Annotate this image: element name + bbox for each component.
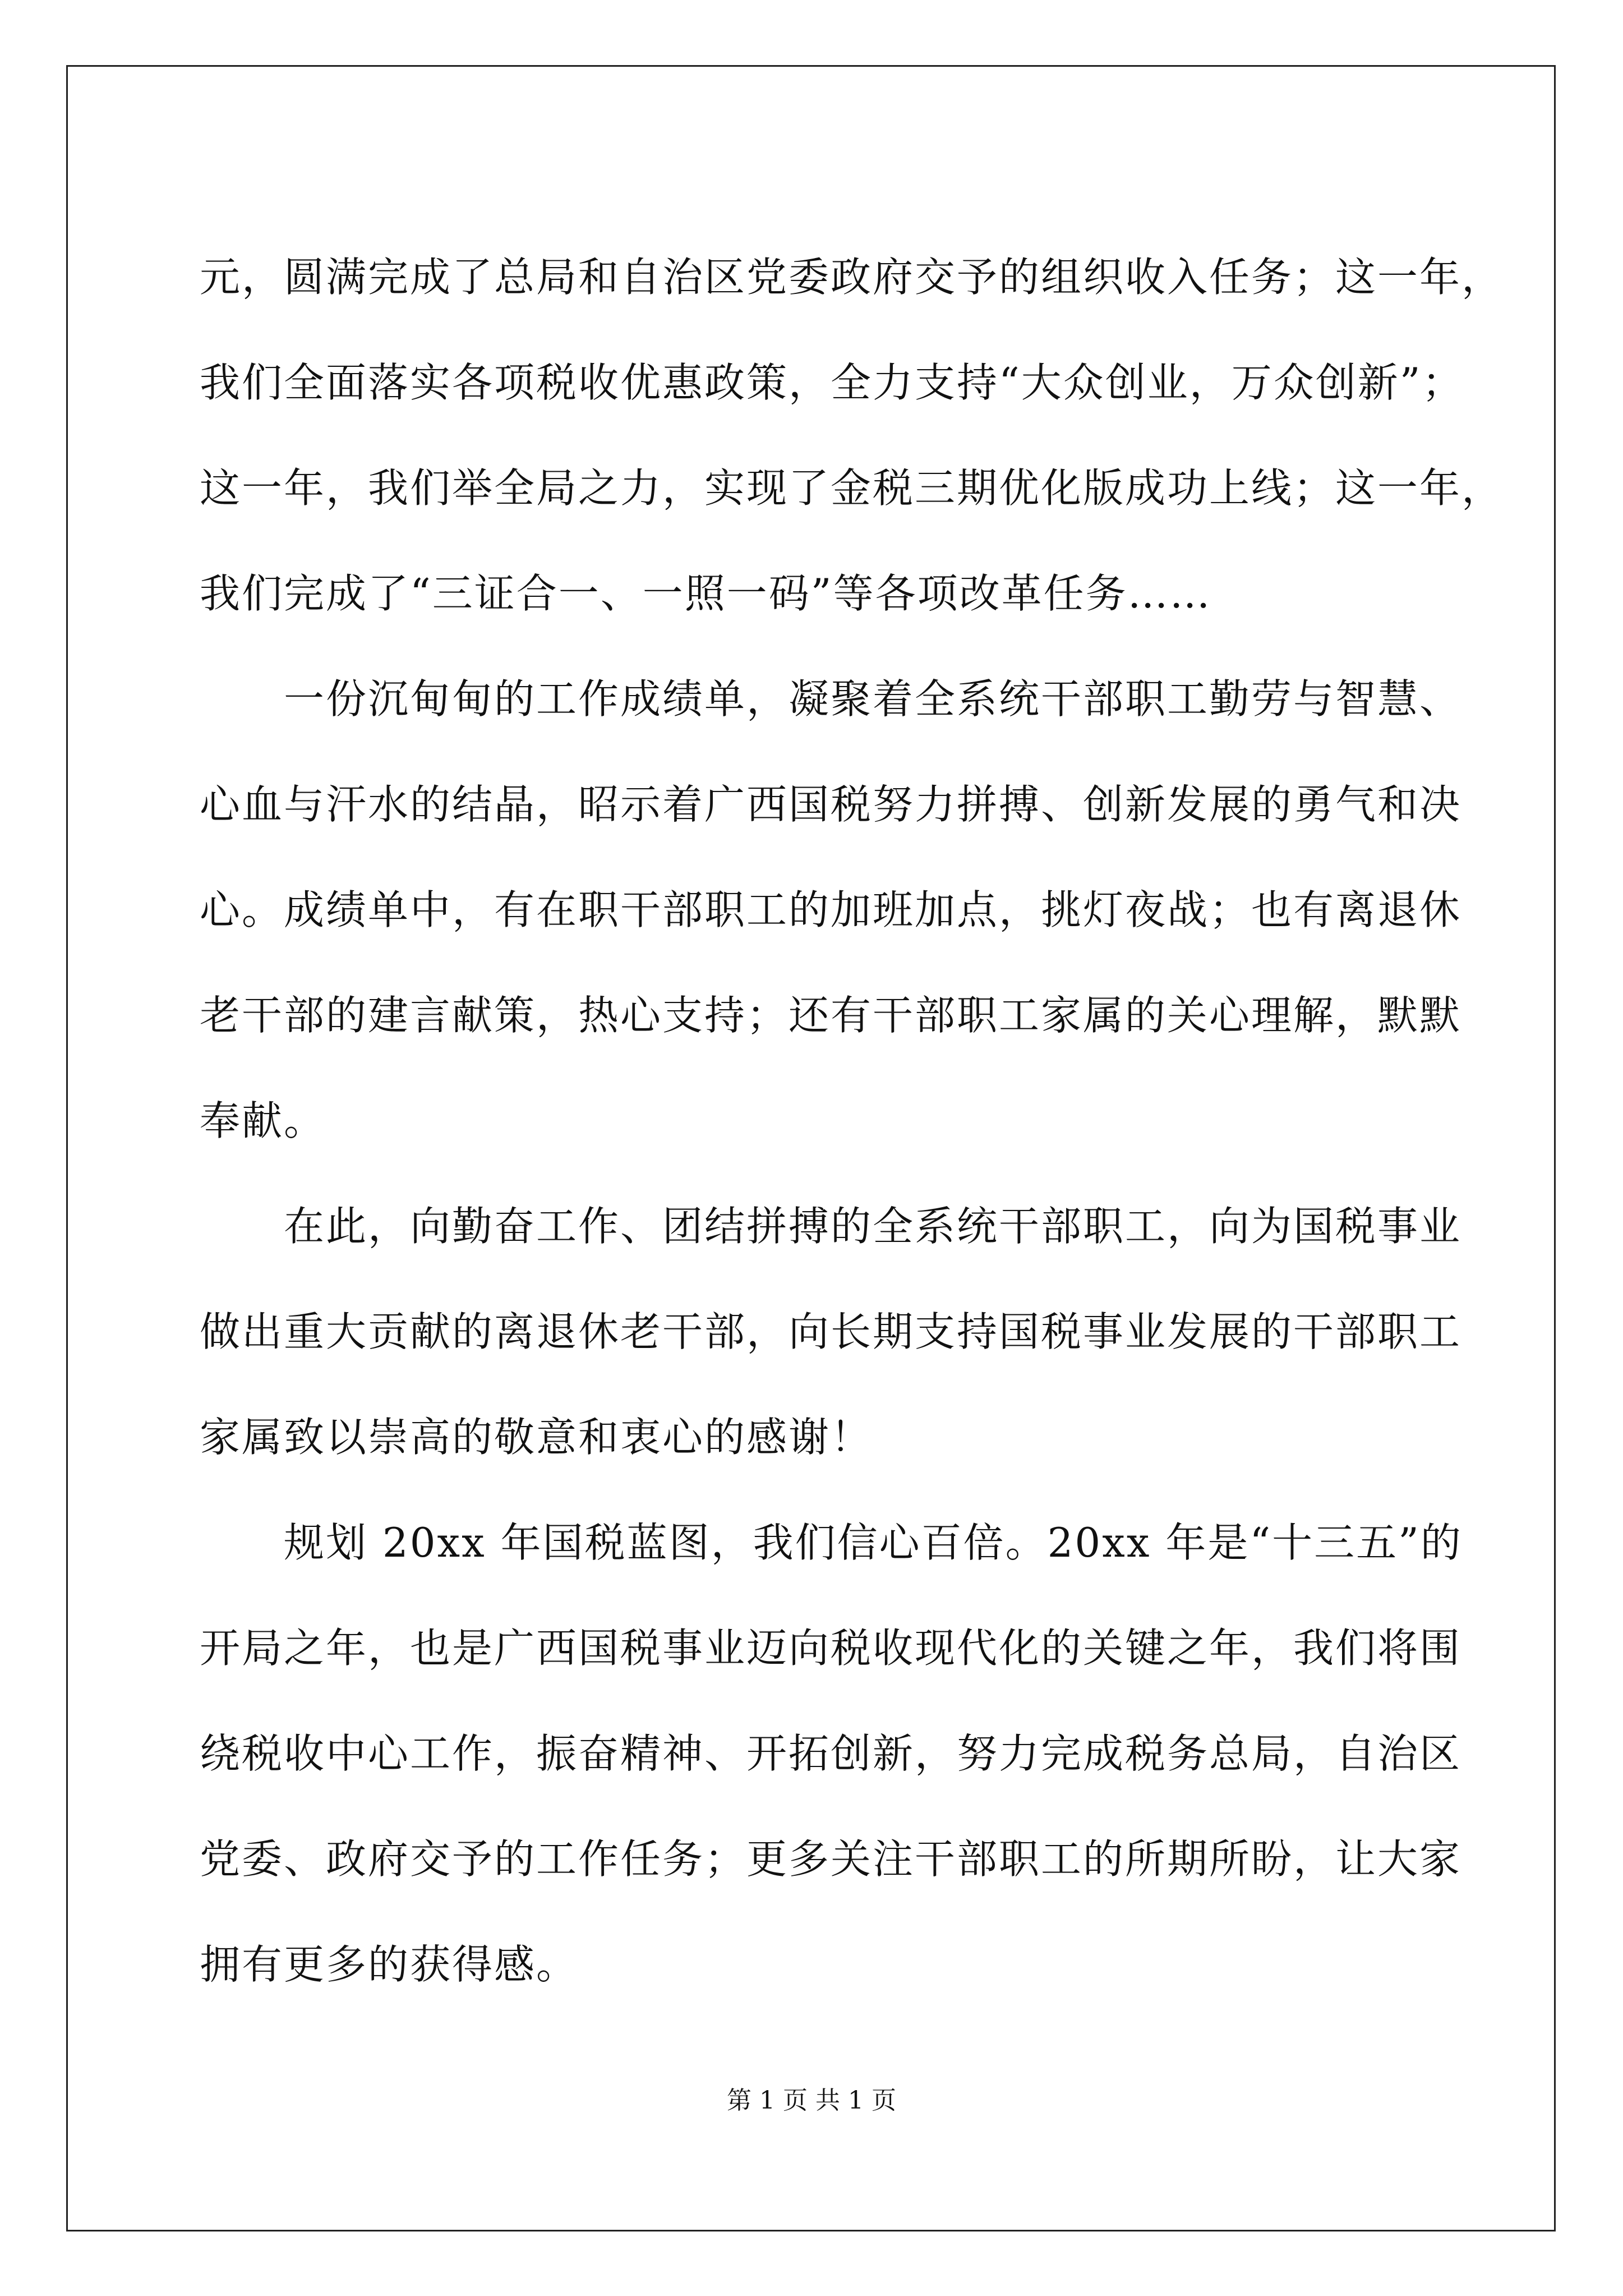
text-line: 老干部的建言献策，热心支持；还有干部职工家属的关心理解，默默	[200, 992, 1462, 1039]
text-line: 奉献。	[200, 1097, 326, 1144]
text-line: 做出重大贡献的离退休老干部，向长期支持国税事业发展的干部职工	[200, 1308, 1462, 1355]
text-line: 开局之年，也是广西国税事业迈向税收现代化的关键之年，我们将围	[200, 1625, 1462, 1672]
text-line: 心血与汗水的结晶，昭示着广西国税努力拼搏、创新发展的勇气和决	[200, 781, 1462, 828]
document-body	[200, 224, 1504, 2017]
text-line: 我们全面落实各项税收优惠政策，全力支持“大众创业，万众创新”；	[200, 359, 1464, 406]
text-line: 元，圆满完成了总局和自治区党委政府交予的组织收入任务；这一年，	[200, 254, 1504, 301]
paragraph-start-line: 规划 20xx 年国税蓝图，我们信心百倍。20xx 年是“十三五”的	[284, 1519, 1463, 1566]
paragraph-start-line: 在此，向勤奋工作、团结拼搏的全系统干部职工，向为国税事业	[284, 1203, 1462, 1250]
page-number-footer: 第 1 页 共 1 页	[727, 2086, 896, 2115]
text-line: 拥有更多的获得感。	[200, 1941, 579, 1988]
text-line: 家属致以崇高的敬意和衷心的感谢！	[200, 1414, 873, 1461]
text-line: 党委、政府交予的工作任务；更多关注干部职工的所期所盼，让大家	[200, 1835, 1462, 1883]
text-line: 我们完成了“三证合一、一照一码”等各项改革任务……	[200, 570, 1212, 617]
text-line: 心。成绩单中，有在职干部职工的加班加点，挑灯夜战；也有离退休	[200, 886, 1462, 933]
text-line: 这一年，我们举全局之力，实现了金税三期优化版成功上线；这一年，	[200, 464, 1504, 512]
text-line: 绕税收中心工作，振奋精神、开拓创新，努力完成税务总局，自治区	[200, 1730, 1462, 1777]
paragraph-start-line: 一份沉甸甸的工作成绩单，凝聚着全系统干部职工勤劳与智慧、	[284, 675, 1462, 723]
